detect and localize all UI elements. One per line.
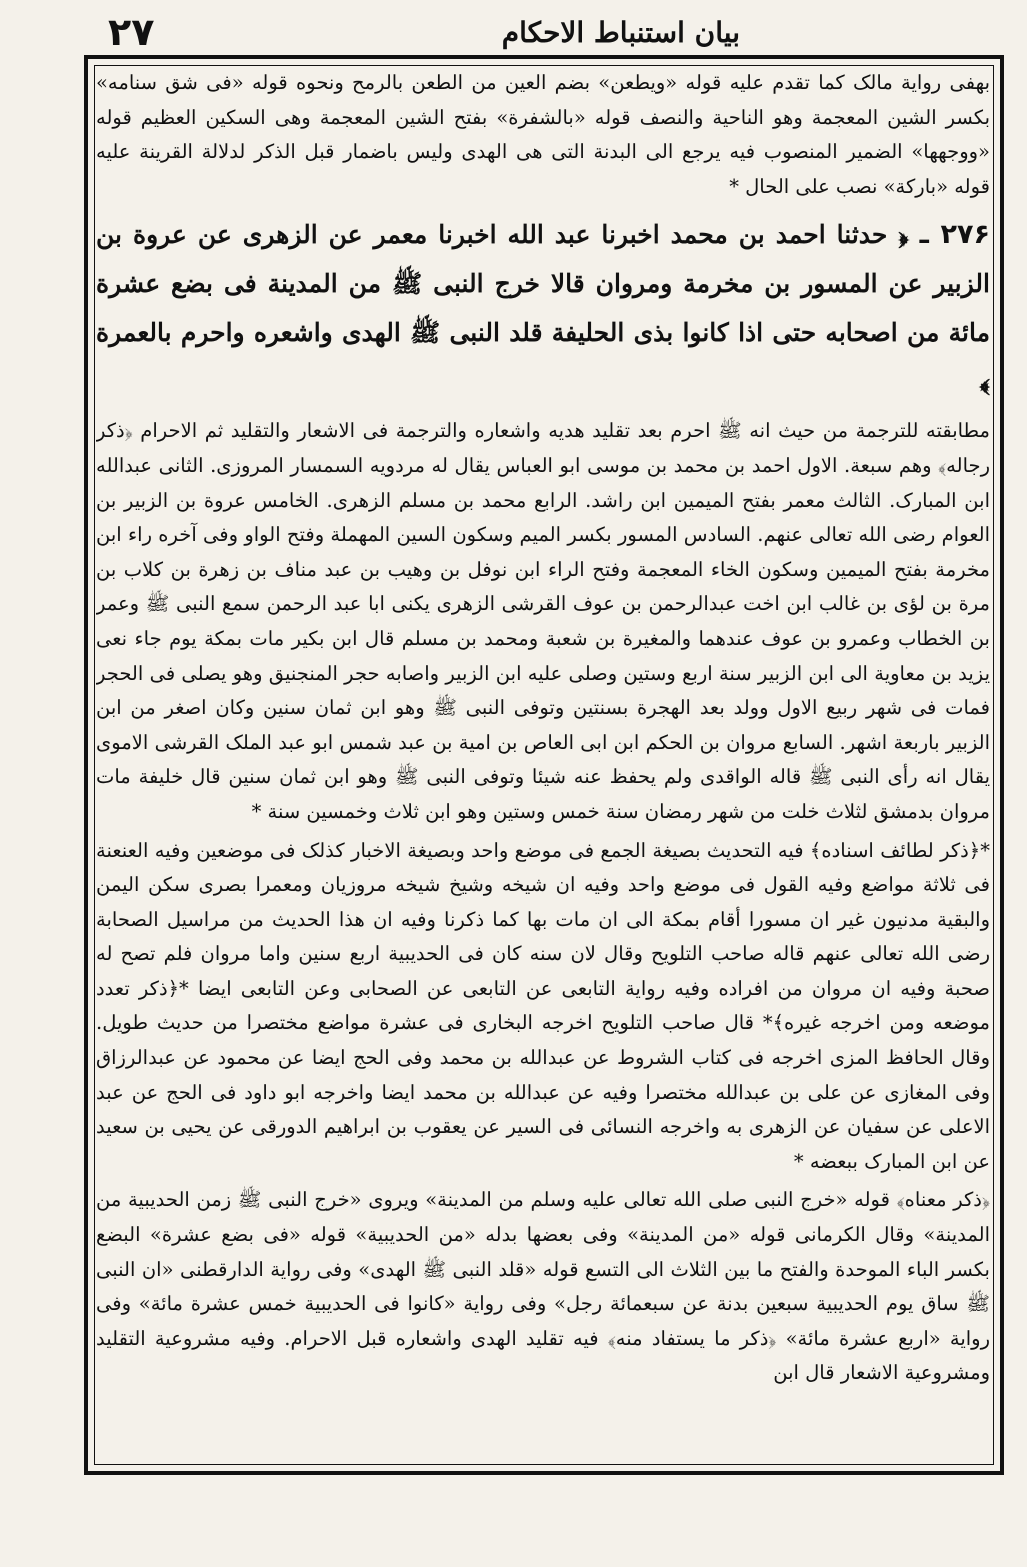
hadith-text: ﴿ حدثنا احمد بن محمد اخبرنا عبد الله اخبرنا معمر عن الزهری عن عروة بن الزبیر عن المسور بن مخرمة ومروان قالا خرج النبی ﷺ من المدینة فی بضع عشرة مائة من اصحابه حتی اذا کانوا بذی الحلیفة قلد النبی ﷺ الهدی واشعره واحرم بالعمرة ﴾ (96, 220, 990, 397)
page-body (96, 66, 990, 1462)
hadith-number: ۲۷۶ ـ (919, 219, 990, 251)
running-title: بیان استنباط الاحکام (501, 16, 740, 49)
intro-paragraph: بهفی روایة مالک کما تقدم علیه قوله «ویطعن» بضم العین من الطعن بالرمح ونحوه قوله «فی شق سنامه» بکسر الشین المعجمة وهو الناحیة والنصف قوله «بالشفرة» بفتح الشین المعجمة وهی السکین العظیم قوله «ووجهها» الضمیر المنصوب فیه یرجع الی البدنة التی هی الهدی ولیس باضمار قبل الذکر لدلالة القرینة علیه قوله «بارکة» نصب علی الحال * (96, 71, 990, 198)
hadith-block (96, 210, 990, 406)
rijal-paragraph: مطابقته للترجمة من حیث انه ﷺ احرم بعد تقلید هدیه واشعاره والترجمة فی الاشعار والتقلید ثم الاحرام ﴿ذکر رجاله﴾ وهم سبعة. الاول احمد بن محمد بن موسی ابو العباس یقال له مردویه السمسار المروزی. الثانی عبدالله ابن المبارک. الثالث معمر بفتح المیمین ابن راشد. الرابع محمد بن مسلم الزهری. الخامس عروة بن الزبیر بن العوام رضی الله تعالی عنهم. السادس المسور بکسر المیم وسکون السین المهملة وفتح الواو وفی آخره راء ابن مخرمة بفتح المیمین وسکون الخاء المعجمة وفتح الراء ابن نوفل بن وهیب بن عبد مناف بن زهرة بن کلاب بن مرة بن لؤی بن غالب ابن اخت عبدالرحمن بن عوف القرشی الزهری یکنی ابا عبد الرحمن سمع النبی ﷺ وعمر بن الخطاب وعمرو بن عوف عندهما والمغیرة بن شعبة ومحمد بن مسلم قال ابن بکیر مات بمکة یوم جاء نعی یزید بن معاویة الی ابن الزبیر سنة اربع وستین وصلی علیه ابن الزبیر واصابه حجر المنجنیق وهو یصلی فی الحجر فمات فی شهر ربیع الاول وولد بعد الهجرة بسنتین وتوفی النبی ﷺ وهو ابن ثمان سنین وکان اصغر من ابن الزبیر باربعة اشهر. السابع مروان بن الحکم ابن ابی العاص بن امیة بن عبد شمس ابو عبد الملک القرشی الاموی یقال انه رأی النبی ﷺ قاله الواقدی ولم یحفظ عنه شیئا وتوفی النبی ﷺ وهو ابن ثمان سنین قال خلیفة مات مروان بدمشق لثلاث خلت من شهر رمضان سنة خمس وستین وهو ابن ثلاث وخمسین سنة * (96, 419, 990, 823)
page-header (60, 8, 970, 56)
maana-paragraph: ﴿ذکر معناه﴾ قوله «خرج النبی صلی الله تعالی علیه وسلم من المدینة» ویروی «خرج النبی ﷺ زمن الحدیبیة من المدینة» وقال الکرمانی قوله «من المدینة» وفی بعضها بدله «من الحدیبیة» قوله «فی بضع عشرة» البضع بکسر الباء الموحدة والفتح ما بین الثلاث الی التسع قوله «قلد النبی ﷺ الهدی» وفی روایة الدارقطنی «ان النبی ﷺ ساق یوم الحدیبیة سبعین بدنة عن سبعمائة رجل» وفی روایة «کانوا فی الحدیبیة خمس عشرة مائة» وفی روایة «اربع عشرة مائة» ﴿ذکر ما یستفاد منه﴾ فیه تقلید الهدی واشعاره قبل الاحرام. وفیه مشروعیة التقلید ومشروعیة الاشعار قال ابن (96, 1188, 990, 1385)
lataif-paragraph: *﴿ذکر لطائف اسناده﴾ فیه التحدیث بصیغة الجمع فی موضع واحد وبصیغة الاخبار کذلک فی موضعین وفیه العنعنة فی ثلاثة مواضع وفیه القول فی موضع واحد وفیه ان شیخه وشیخ شیخه مروزیان ومعمرا بصری سکن الیمن والبقیة مدنیون غیر ان مسورا أقام بمکة الی ان مات بها کما ذکرنا وفیه ان هذا الحدیث من مراسیل الصحابة رضی الله تعالی عنهم قاله صاحب التلویح وقال لان سنه کان فی الحدیبیة اربع سنین واما مروان فلم تصح له صحبة وفیه ان مروان من افراده وفیه روایة التابعی عن التابعی عن الصحابی وعن التابعی ایضا *﴿ذکر تعدد موضعه ومن اخرجه غیره﴾* قال صاحب التلویح اخرجه البخاری فی عشرة مواضع مختصرا من حدیث طویل. وقال الحافظ المزی اخرجه فی کتاب الشروط عن عبدالله بن محمد وفی الحج ایضا عن محمود عن عبدالرزاق وفی المغازی عن علی بن عبدالله مختصرا وفیه عن عبدالله بن محمد ایضا واخرجه ابو داود فی الحج عن عبد الاعلی عن سفیان عن الزهری به واخرجه النسائی فی السیر عن یعقوب بن ابراهیم الدورقی عن یحیی بن سعید عن ابن المبارک ببعضه * (96, 838, 990, 1173)
page-number: ۲۷ (108, 10, 155, 54)
